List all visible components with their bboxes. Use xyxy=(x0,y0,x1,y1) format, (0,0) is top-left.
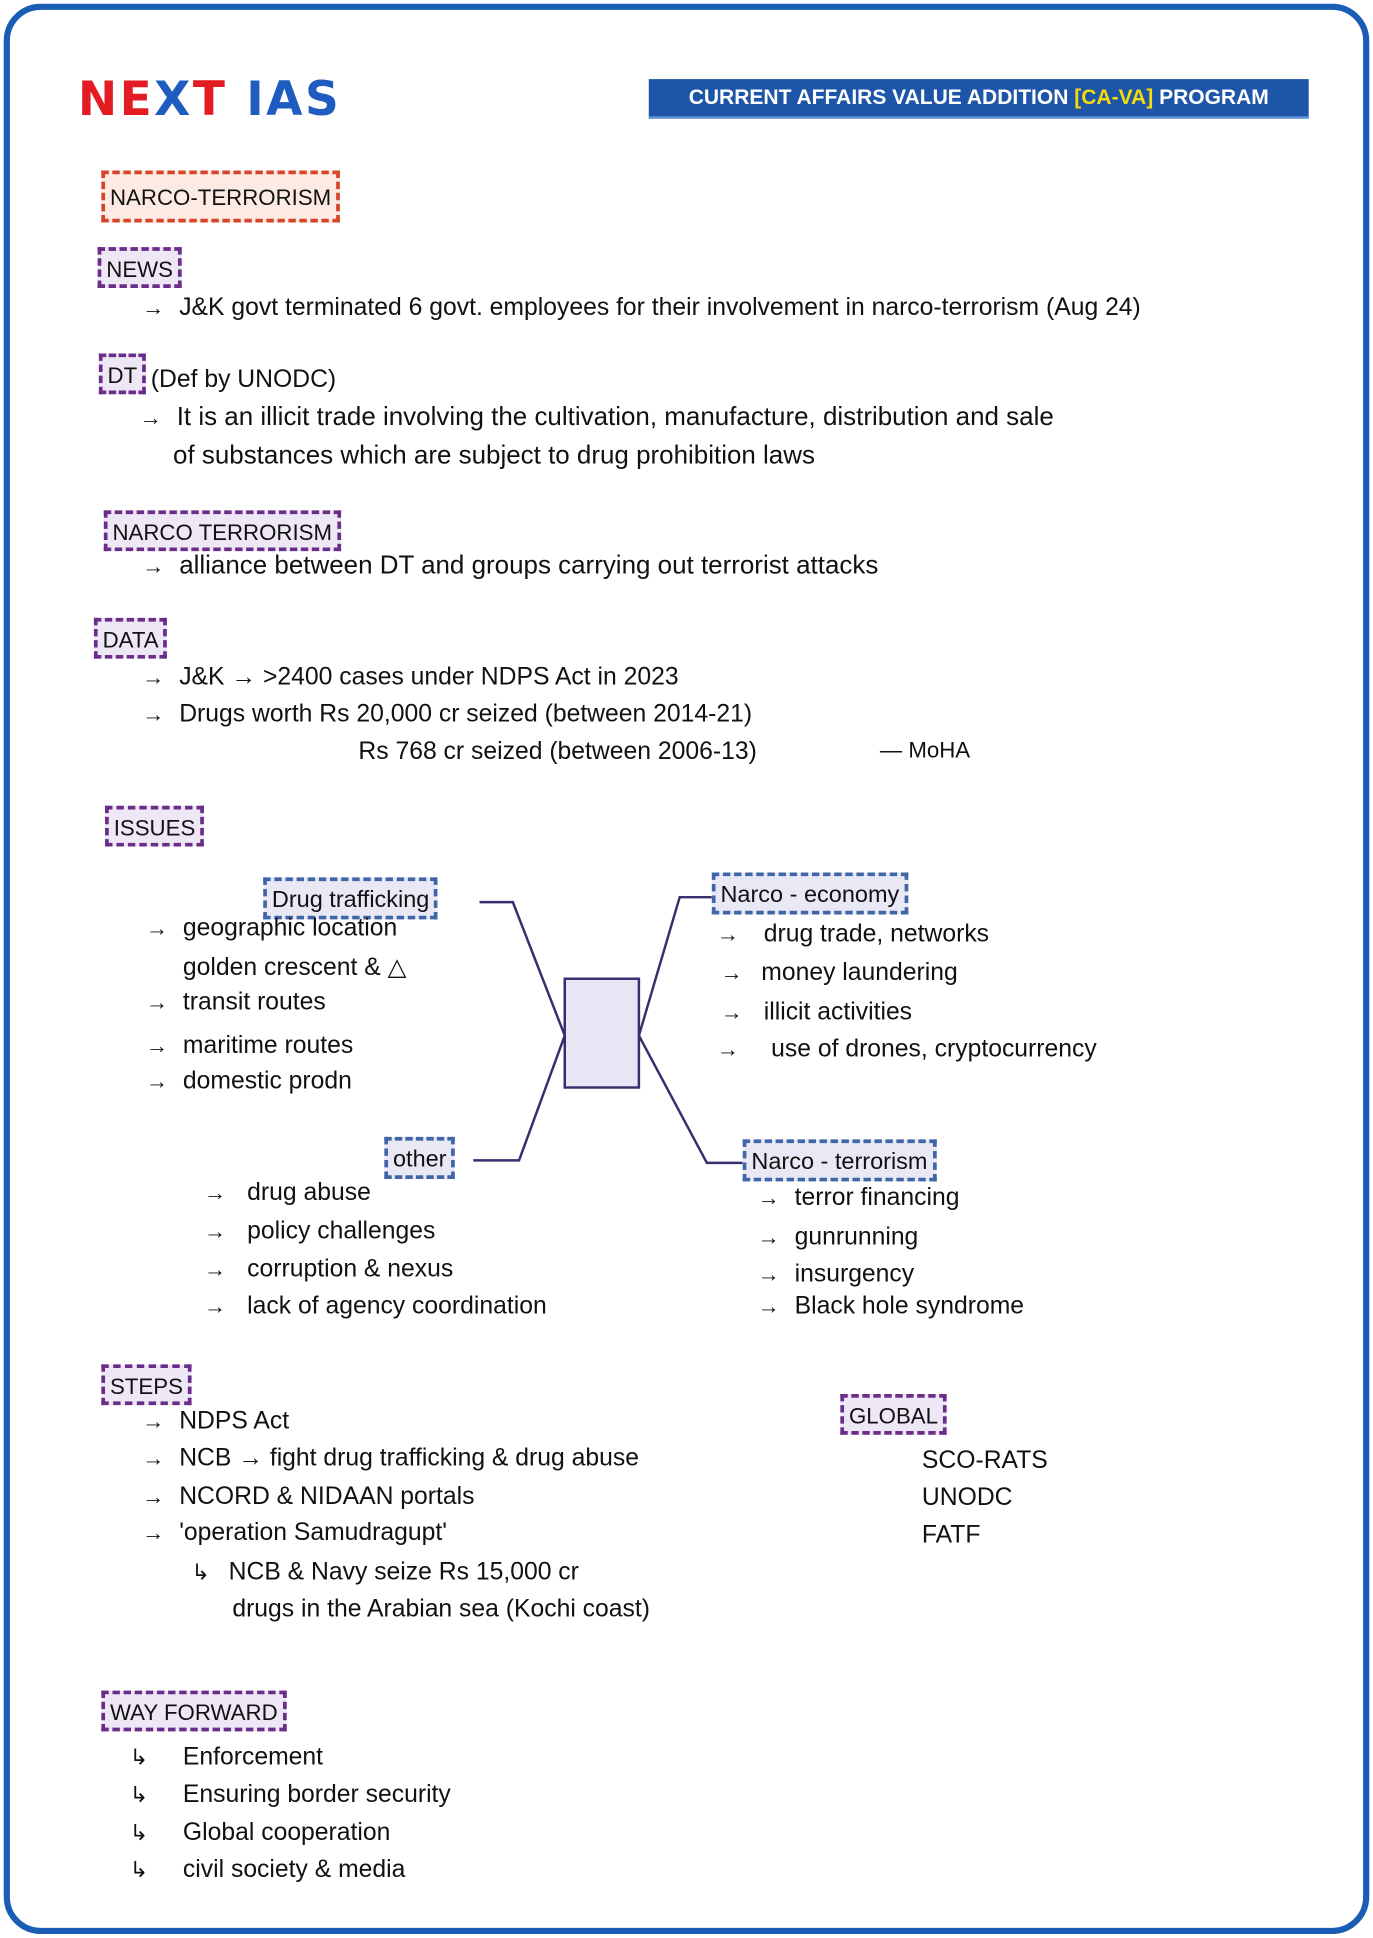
list-item xyxy=(142,701,752,729)
arrow-icon: → xyxy=(203,1293,227,1319)
list-item-text: 'operation Samudragupt' xyxy=(179,1518,447,1546)
list-item-continuation: golden crescent & △ xyxy=(182,954,407,982)
program-banner xyxy=(649,79,1309,119)
list-item-text: Ensuring border security xyxy=(182,1780,451,1808)
return-arrow-icon: ↳ xyxy=(129,1820,149,1846)
arrow-icon: → xyxy=(145,1033,169,1058)
list-item-text: J&K govt terminated 6 govt. employees for their involvement in narco-terrorism (Aug 24) xyxy=(179,294,1141,322)
list-item-text: NCB → fight drug trafficking & drug abuse xyxy=(179,1444,639,1472)
list-item xyxy=(717,1036,1097,1064)
page-title: NARCO-TERRORISM xyxy=(101,171,340,223)
section-label-news: NEWS xyxy=(98,247,182,288)
section-label-dt: DT xyxy=(99,353,146,394)
list-item-text: NDPS Act xyxy=(179,1407,290,1435)
list-item xyxy=(758,1261,915,1289)
list-item-text: geographic location xyxy=(182,914,398,942)
list-item-text: policy challenges xyxy=(247,1217,436,1245)
list-item-text: NCB & Navy seize Rs 15,000 cr xyxy=(228,1558,579,1586)
banner-text: CURRENT AFFAIRS VALUE ADDITION xyxy=(688,85,1075,109)
arrow-icon: → xyxy=(142,1520,165,1545)
list-item-text: drug abuse xyxy=(247,1178,371,1207)
list-item-text: terror financing xyxy=(794,1183,960,1212)
arrow-icon: → xyxy=(142,701,165,727)
logo-text: IAS xyxy=(246,71,342,127)
arrow-icon: → xyxy=(142,1408,165,1434)
list-item-continuation: of substances which are subject to drug prohibition laws xyxy=(173,441,815,470)
arrow-icon: → xyxy=(757,1185,780,1210)
arrow-icon: → xyxy=(142,553,165,579)
list-item-text: drug trade, networks xyxy=(763,920,990,948)
arrow-icon: → xyxy=(757,1293,780,1319)
list-item-text: J&K → >2400 cases under NDPS Act in 2023 xyxy=(179,663,679,691)
list-item-text: civil society & media xyxy=(182,1856,406,1884)
arrow-icon: → xyxy=(145,1068,169,1094)
section-label-way-forward: WAY FORWARD xyxy=(101,1691,286,1732)
banner-text: PROGRAM xyxy=(1153,85,1269,109)
list-item xyxy=(204,1256,453,1284)
arrow-icon: → xyxy=(720,999,743,1025)
dt-note: (Def by UNODC) xyxy=(150,365,337,393)
list-item xyxy=(146,989,326,1017)
list-item-text: Enforcement xyxy=(182,1743,324,1771)
arrow-icon: → xyxy=(142,295,165,321)
list-item-text: It is an illicit trade involving the cultivation, manufacture, distribution and sale xyxy=(176,402,1054,432)
node-narco-economy: Narco - economy xyxy=(712,872,908,914)
arrow-icon: → xyxy=(145,989,169,1015)
node-narco-terrorism: Narco - terrorism xyxy=(743,1139,936,1181)
arrow-icon: → xyxy=(716,921,740,947)
list-item-text: NCORD & NIDAAN portals xyxy=(179,1482,475,1511)
list-item xyxy=(142,1483,474,1511)
node-drug-trafficking: Drug trafficking xyxy=(263,877,438,919)
list-item xyxy=(142,294,1141,322)
section-label-steps: STEPS xyxy=(101,1364,191,1405)
section-label-data: DATA xyxy=(94,618,167,659)
list-item-text: insurgency xyxy=(794,1260,915,1288)
return-arrow-icon: ↳ xyxy=(129,1782,149,1807)
list-item xyxy=(140,403,1054,433)
arrow-icon: → xyxy=(203,1256,227,1282)
list-item xyxy=(142,551,878,581)
list-item xyxy=(130,1856,406,1884)
list-item xyxy=(758,1223,919,1251)
arrow-icon: → xyxy=(757,1224,780,1250)
list-item xyxy=(130,1781,451,1809)
arrow-icon: → xyxy=(142,1484,165,1509)
nextias-logo xyxy=(78,72,341,126)
list-item xyxy=(720,959,957,987)
logo-text: NE xyxy=(77,71,155,127)
list-item xyxy=(146,914,397,942)
section-label-issues: ISSUES xyxy=(105,806,204,847)
list-item xyxy=(720,999,912,1027)
list-item-text: Drugs worth Rs 20,000 cr seized (between 2014-21) xyxy=(179,700,753,728)
list-item xyxy=(146,1032,353,1060)
list-item xyxy=(758,1184,960,1212)
list-item xyxy=(758,1293,1025,1321)
sub-item xyxy=(192,1558,579,1586)
node-other: other xyxy=(384,1137,455,1179)
data-source: — MoHA xyxy=(879,737,971,763)
section-label-global: GLOBAL xyxy=(840,1394,946,1435)
list-item-continuation: drugs in the Arabian sea (Kochi coast) xyxy=(232,1595,650,1623)
list-item: FATF xyxy=(921,1521,981,1549)
logo-text: X xyxy=(154,71,193,127)
return-arrow-icon: ↳ xyxy=(129,1744,149,1770)
arrow-icon: → xyxy=(142,664,165,690)
list-item xyxy=(717,921,989,949)
list-item-text: corruption & nexus xyxy=(247,1255,454,1283)
logo-text: T xyxy=(192,71,228,127)
list-item-text: Black hole syndrome xyxy=(794,1292,1025,1320)
return-arrow-icon: ↳ xyxy=(129,1857,149,1883)
list-item xyxy=(142,1408,289,1436)
arrow-icon: → xyxy=(720,960,743,985)
banner-highlight: [CA-VA] xyxy=(1074,85,1154,109)
list-item-text: transit routes xyxy=(182,988,326,1016)
arrow-icon: → xyxy=(139,405,162,431)
list-item-text: gunrunning xyxy=(794,1223,919,1251)
list-item-text: money laundering xyxy=(761,958,958,987)
list-item xyxy=(204,1293,547,1321)
list-item xyxy=(142,664,678,692)
arrow-icon: → xyxy=(142,1445,165,1471)
arrow-icon: → xyxy=(203,1218,227,1244)
list-item: UNODC xyxy=(921,1484,1013,1512)
list-item-text: illicit activities xyxy=(763,998,913,1026)
list-item-text: use of drones, cryptocurrency xyxy=(771,1035,1097,1063)
list-item xyxy=(204,1217,436,1245)
list-item xyxy=(142,1519,447,1547)
arrow-icon: → xyxy=(757,1261,780,1287)
arrow-icon: → xyxy=(203,1180,227,1205)
list-item-text: lack of agency coordination xyxy=(247,1292,547,1320)
list-item xyxy=(204,1179,371,1207)
list-item xyxy=(130,1744,323,1772)
list-item xyxy=(146,1068,352,1096)
return-arrow-icon: ↳ xyxy=(191,1559,211,1585)
list-item-text: domestic prodn xyxy=(182,1067,352,1095)
list-item-continuation: Rs 768 cr seized (between 2006-13) xyxy=(358,737,757,765)
list-item-text: Global cooperation xyxy=(182,1819,391,1847)
list-item-text: alliance between DT and groups carrying out terrorist attacks xyxy=(179,551,879,580)
arrow-icon: → xyxy=(716,1036,740,1062)
section-label-narco-terrorism: NARCO TERRORISM xyxy=(104,510,341,551)
list-item: SCO-RATS xyxy=(921,1447,1048,1475)
list-item-text: maritime routes xyxy=(182,1031,354,1060)
arrow-icon: → xyxy=(145,915,169,941)
list-item xyxy=(130,1819,391,1847)
list-item xyxy=(142,1445,639,1473)
